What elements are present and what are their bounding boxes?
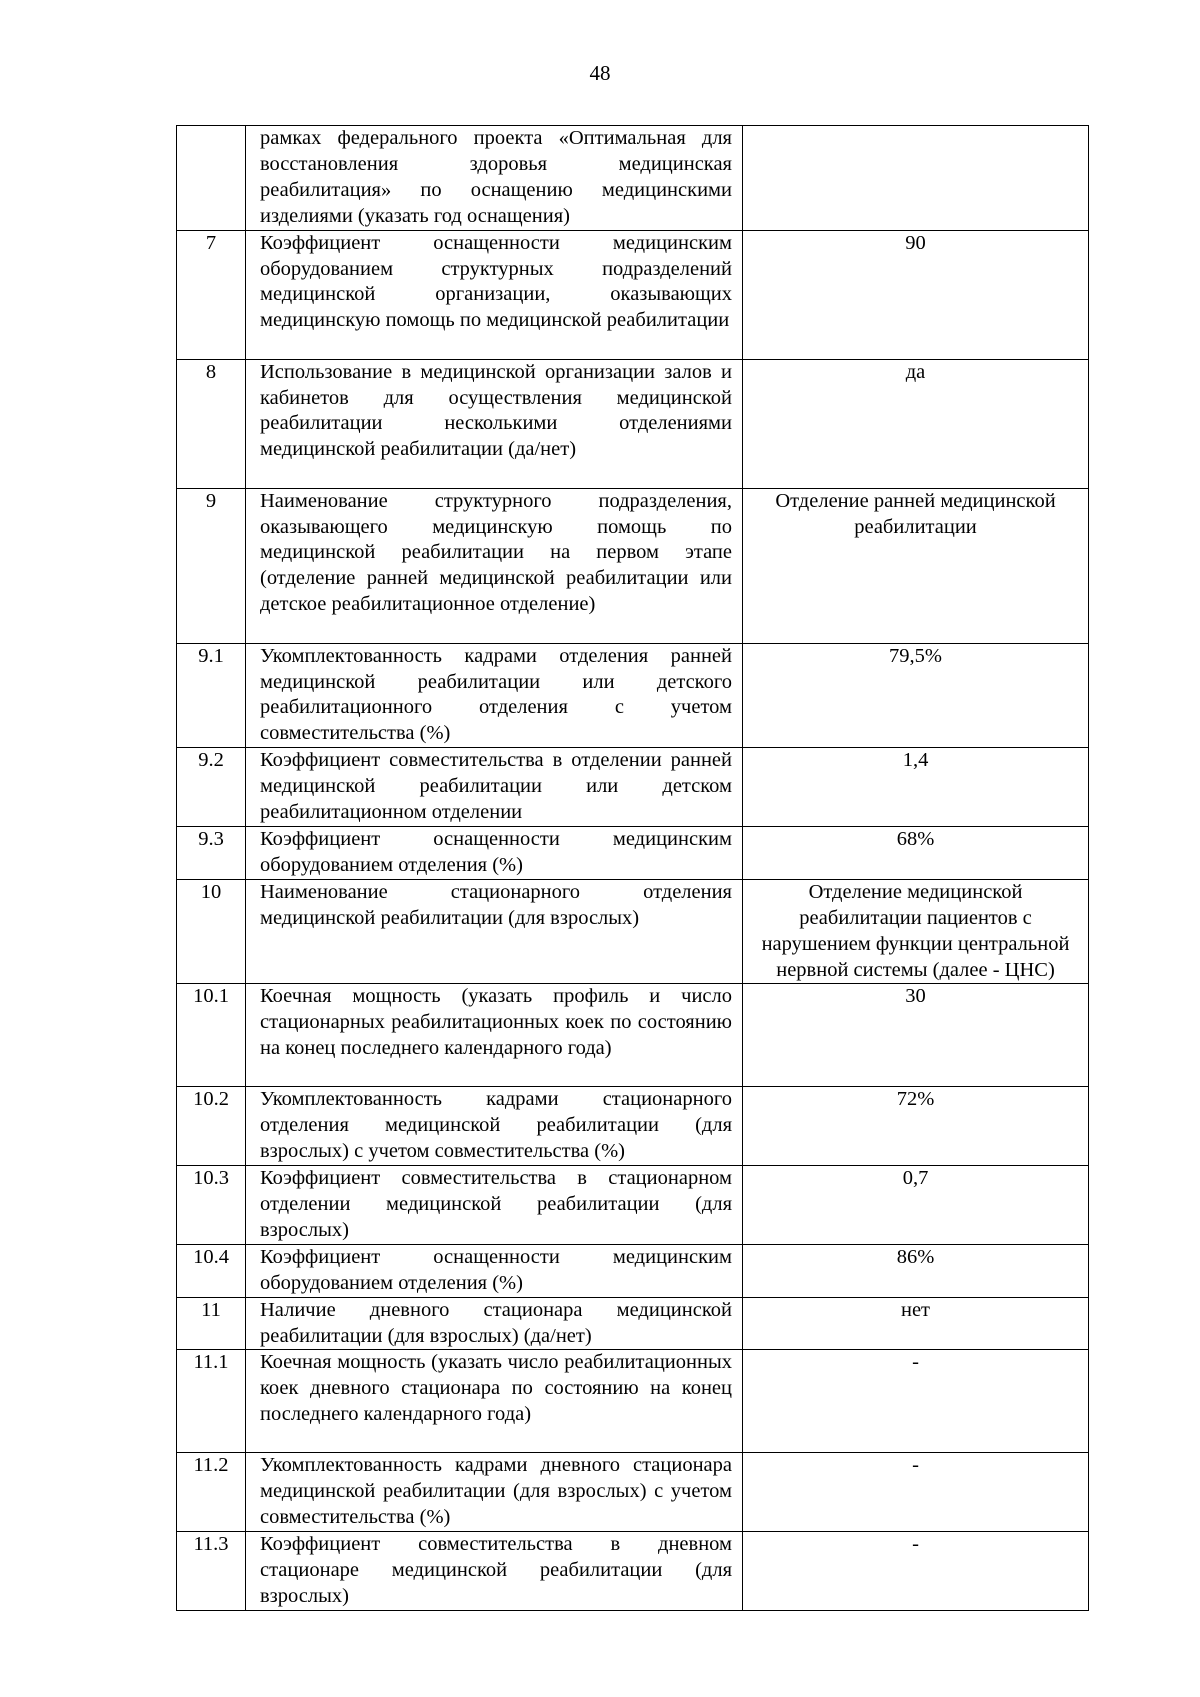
row-number: 8 [177,359,246,488]
row-value: нет [743,1297,1089,1350]
row-number: 11.1 [177,1350,246,1453]
table-row [177,359,1089,488]
row-value: Отделение медицинской реабилитации пациентов с нарушением функции центральной нервной системы (далее - ЦНС) [743,879,1089,984]
table-row [177,984,1089,1087]
row-value: - [743,1453,1089,1532]
row-description: Использование в медицинской организации залов и кабинетов для осуществления медицинской реабилитации несколькими отделениями медицинской реабилитации (да/нет) [246,359,743,488]
row-number [177,126,246,231]
table-row [177,1532,1089,1611]
row-number: 10.3 [177,1166,246,1245]
table-row [177,643,1089,748]
page-number: 48 [589,61,611,85]
row-number: 9.1 [177,643,246,748]
table-row [177,879,1089,984]
row-description: Наименование стационарного отделения медицинской реабилитации (для взрослых) [246,879,743,984]
row-description: Коечная мощность (указать профиль и число стационарных реабилитационных коек по состоянию на конец последнего календарного года) [246,984,743,1087]
row-description: Укомплектованность кадрами отделения ранней медицинской реабилитации или детского реабилитационного отделения с учетом совместительства (%) [246,643,743,748]
row-number: 7 [177,230,246,359]
row-description: Укомплектованность кадрами стационарного отделения медицинской реабилитации (для взрослых) с учетом совместительства (%) [246,1087,743,1166]
row-number: 10.2 [177,1087,246,1166]
table-row [177,748,1089,827]
row-value: 68% [743,826,1089,879]
row-description: Коэффициент оснащенности медицинским оборудованием структурных подразделений медицинской организации, оказывающих медицинскую помощь по медицинской реабилитации [246,230,743,359]
row-number: 11.2 [177,1453,246,1532]
row-description: Наличие дневного стационара медицинской реабилитации (для взрослых) (да/нет) [246,1297,743,1350]
row-value [743,126,1089,231]
table-row [177,126,1089,231]
row-value: 86% [743,1244,1089,1297]
row-description: Коэффициент совместительства в отделении ранней медицинской реабилитации или детском реабилитационном отделении [246,748,743,827]
row-number: 9.2 [177,748,246,827]
row-description: рамках федерального проекта «Оптимальная для восстановления здоровья медицинская реабилитация» по оснащению медицинскими изделиями (указать год оснащения) [246,126,743,231]
table-row [177,488,1089,643]
table-row [177,1350,1089,1453]
row-value: да [743,359,1089,488]
row-number: 10.4 [177,1244,246,1297]
row-value: Отделение ранней медицинской реабилитации [743,488,1089,643]
table-row [177,826,1089,879]
row-value: 30 [743,984,1089,1087]
row-value: 72% [743,1087,1089,1166]
row-description: Коэффициент совместительства в стационарном отделении медицинской реабилитации (для взрослых) [246,1166,743,1245]
row-value: 1,4 [743,748,1089,827]
row-number: 9 [177,488,246,643]
row-description: Коэффициент оснащенности медицинским оборудованием отделения (%) [246,826,743,879]
table-row [177,1297,1089,1350]
row-value: 79,5% [743,643,1089,748]
row-value: - [743,1532,1089,1611]
row-number: 9.3 [177,826,246,879]
table-row [177,1453,1089,1532]
row-description: Коэффициент оснащенности медицинским оборудованием отделения (%) [246,1244,743,1297]
row-number: 11.3 [177,1532,246,1611]
row-value: 0,7 [743,1166,1089,1245]
table-row [177,1087,1089,1166]
table-row [177,1244,1089,1297]
row-number: 11 [177,1297,246,1350]
row-number: 10.1 [177,984,246,1087]
table-row [177,1166,1089,1245]
row-value: 90 [743,230,1089,359]
rehabilitation-indicators-table [176,125,1089,1611]
row-description: Коэффициент совместительства в дневном стационаре медицинской реабилитации (для взрослых) [246,1532,743,1611]
table-row [177,230,1089,359]
row-value: - [743,1350,1089,1453]
row-description: Укомплектованность кадрами дневного стационара медицинской реабилитации (для взрослых) с учетом совместительства (%) [246,1453,743,1532]
row-number: 10 [177,879,246,984]
row-description: Коечная мощность (указать число реабилитационных коек дневного стационара по состоянию на конец последнего календарного года) [246,1350,743,1453]
row-description: Наименование структурного подразделения, оказывающего медицинскую помощь по медицинской реабилитации на первом этапе (отделение ранней медицинской реабилитации или детское реабилитационное отделение) [246,488,743,643]
